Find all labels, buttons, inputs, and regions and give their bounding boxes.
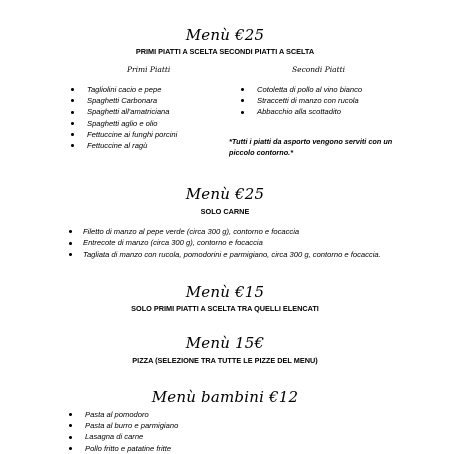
primi-heading: Primi Piatti [127,65,171,74]
list-item: Pasta al burro e parmigiano [68,420,178,431]
secondi-heading: Secondi Piatti [292,65,346,74]
carne-list [68,226,381,260]
menu1-title: Menù €25 [185,26,265,44]
list-item: Pollo fritto e patatine fritte [68,443,178,454]
list-item: Tagliata di manzo con rucola, pomodorini e parmigiano, circa 300 g, contorno e focaccia. [68,249,381,260]
menu4-subtitle: PIZZA (SELEZIONE TRA TUTTE LE PIZZE DEL MENU) [132,356,318,365]
list-item: Tagliolini cacio e pepe [70,84,177,95]
list-item: Pasta al pomodoro [68,409,178,420]
primi-list [70,84,177,151]
menu3-title: Menù €15 [185,283,265,301]
bambini-list [68,409,178,454]
menu1-subtitle: PRIMI PIATTI A SCELTA SECONDI PIATTI A SCELTA [135,47,315,56]
list-item: Spaghetti aglio e olio [70,118,177,129]
list-item: Spaghetti Carbonara [70,95,177,106]
list-item: Entrecote di manzo (circa 300 g), contorno e focaccia [68,237,381,248]
menu2-title: Menù €25 [185,185,265,203]
menu3-subtitle: SOLO PRIMI PIATTI A SCELTA TRA QUELLI ELENCATI [131,304,319,313]
list-item: Filetto di manzo al pepe verde (circa 300 g), contorno e focaccia [68,226,381,237]
menu2-subtitle: SOLO CARNE [200,207,250,216]
list-item: Spaghetti all'amatriciana [70,106,177,117]
menu5-title: Menù bambini €12 [151,388,299,406]
list-item: Fettuccine ai funghi porcini [70,129,177,140]
list-item: Fettuccine al ragù [70,140,177,151]
takeaway-note: *Tutti i piatti da asporto vengono serviti con un piccolo contorno.* [229,137,393,157]
list-item: Abbacchio alla scottadito [240,106,362,117]
list-item: Cotoletta di pollo al vino bianco [240,84,362,95]
menu4-title: Menù 15€ [185,334,265,352]
list-item: Lasagna di carne [68,431,178,442]
list-item: Straccetti di manzo con rucola [240,95,362,106]
secondi-list [240,84,362,118]
